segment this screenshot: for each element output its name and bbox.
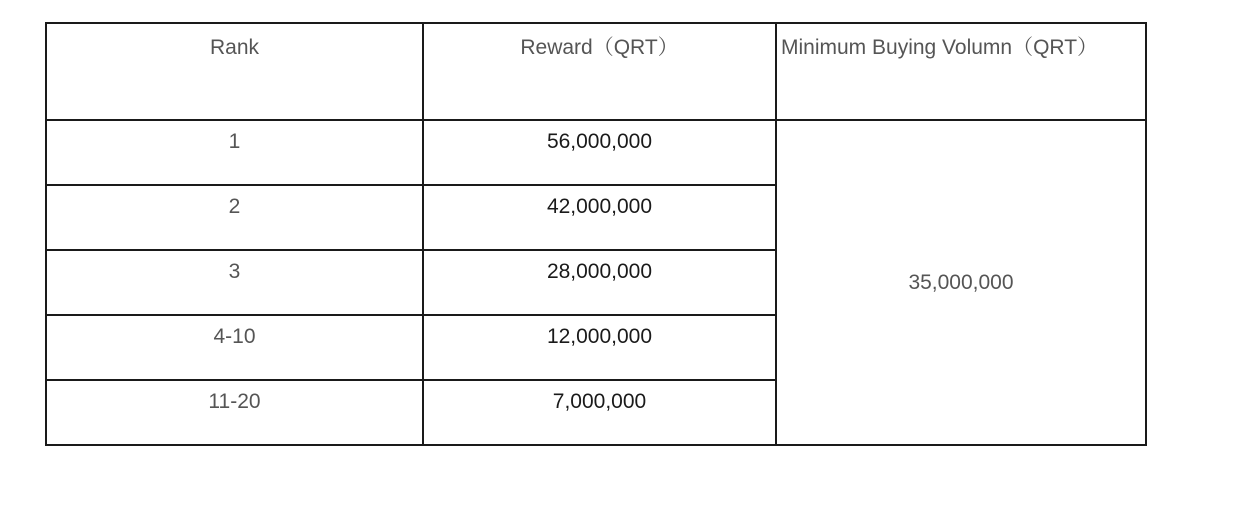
reward-cell: 56,000,000	[423, 120, 776, 185]
header-minimum-buying-volume: Minimum Buying Volumn（QRT）	[776, 23, 1146, 120]
reward-cell: 12,000,000	[423, 315, 776, 380]
reward-cell: 7,000,000	[423, 380, 776, 445]
rank-cell: 4-10	[46, 315, 423, 380]
header-reward: Reward（QRT）	[423, 23, 776, 120]
table-header-row	[46, 23, 1146, 120]
rank-cell: 2	[46, 185, 423, 250]
reward-table	[45, 22, 1147, 446]
table-row	[46, 120, 1146, 185]
rank-cell: 11-20	[46, 380, 423, 445]
rank-cell: 3	[46, 250, 423, 315]
rank-cell: 1	[46, 120, 423, 185]
header-rank: Rank	[46, 23, 423, 120]
reward-cell: 42,000,000	[423, 185, 776, 250]
reward-cell: 28,000,000	[423, 250, 776, 315]
minimum-buying-volume-cell: 35,000,000	[776, 120, 1146, 445]
